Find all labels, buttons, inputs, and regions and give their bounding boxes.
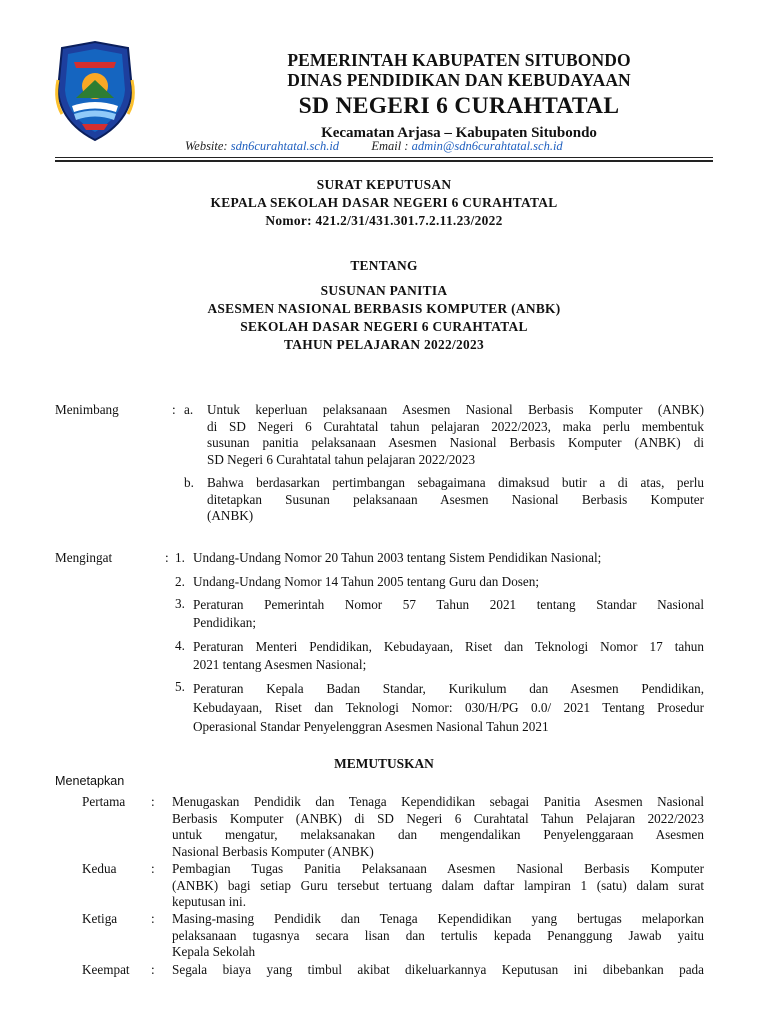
text-line: pelaksanaan tugasnya secara lisan dan tertulis kepada Penanggung Jawab yaitu: [172, 927, 704, 943]
website-label: Website:: [185, 139, 228, 153]
text-line: Operasional Standar Penyelenggran Asesmen Nasional Tahun 2021: [193, 719, 549, 734]
letterhead: [150, 50, 768, 143]
decision-label: Keempat: [82, 962, 130, 977]
mengingat-item: [193, 596, 704, 632]
text-line: Masing-masing Pendidik dan Tenaga Kependidikan yang bertugas melaporkan: [172, 911, 704, 926]
text-line: Berbasis Komputer (ANBK) di SD Negeri 6 Curahtatal Tahun Pelajaran 2022/2023: [172, 810, 704, 826]
memutuskan-heading: MEMUTUSKAN: [334, 756, 434, 771]
mengingat-number: 1.: [175, 550, 185, 565]
department-name: DINAS PENDIDIKAN DAN KEBUDAYAAN: [287, 70, 631, 90]
decree-subject-4: TAHUN PELAJARAN 2022/2023: [284, 337, 484, 352]
contact-line: [185, 139, 563, 154]
mengingat-label: Mengingat: [55, 550, 113, 565]
text-line: (ANBK): [207, 508, 254, 523]
mengingat-item: [193, 550, 704, 567]
mengingat-item: [193, 574, 704, 591]
email-link[interactable]: admin@sdn6curahtatal.sch.id: [411, 139, 563, 153]
text-line: 2021 tentang Asesmen Nasional;: [193, 657, 367, 672]
text-line: susunan panitia pelaksanaan Asesmen Nasional Berbasis Komputer (ANBK) di: [207, 435, 704, 450]
text-line: ditetapkan Susunan pelaksanaan Asesmen Nasional Berbasis Komputer: [207, 491, 704, 507]
menimbang-colon: :: [172, 402, 176, 417]
text-line: Untuk keperluan pelaksanaan Asesmen Nasional Berbasis Komputer (ANBK): [207, 402, 704, 417]
decision-colon: :: [151, 861, 155, 876]
text-line: (ANBK) bagi setiap Guru tersebut tertuang dalam daftar lampiran 1 (satu) dalam surat: [172, 877, 704, 893]
decree-title: [0, 176, 768, 354]
mengingat-colon: :: [165, 550, 169, 565]
text-line: untuk mengatur, melaksanakan dan mengendalikan Penyelenggaraan Asesmen: [172, 827, 704, 842]
decision-colon: :: [151, 962, 155, 977]
decision-label: Ketiga: [82, 911, 118, 926]
menimbang-a-marker: a.: [184, 402, 194, 417]
text-line: Peraturan Kepala Badan Standar, Kurikulum dan Asesmen Pendidikan,: [193, 681, 704, 696]
email-label: Email :: [371, 139, 409, 153]
text-line: Menugaskan Pendidik dan Tenaga Kependidikan sebagai Panitia Asesmen Nasional: [172, 794, 704, 809]
school-district: Kecamatan Arjasa – Kabupaten Situbondo: [321, 125, 597, 141]
text-line: Undang-Undang Nomor 14 Tahun 2005 tentang Guru dan Dosen;: [193, 574, 540, 589]
text-line: Segala biaya yang timbul akibat dikeluarkannya Keputusan ini dibebankan pada: [172, 962, 704, 977]
decision-colon: :: [151, 794, 155, 809]
text-line: Pendidikan;: [193, 615, 257, 630]
mengingat-number: 2.: [175, 574, 185, 589]
menimbang-b-marker: b.: [184, 475, 194, 490]
letterhead-divider-thin: [55, 157, 713, 158]
situbondo-regency-crest-icon: [52, 40, 138, 142]
mengingat-number: 5.: [175, 679, 185, 694]
website-link[interactable]: sdn6curahtatal.sch.id: [230, 139, 340, 153]
mengingat-number: 4.: [175, 638, 185, 653]
mengingat-number: 3.: [175, 596, 185, 611]
mengingat-item: [193, 638, 704, 674]
decree-subject-2: ASESMEN NASIONAL BERBASIS KOMPUTER (ANBK): [207, 301, 561, 316]
decree-subject-1: SUSUNAN PANITIA: [320, 283, 448, 298]
text-line: Pembagian Tugas Panitia Pelaksanaan Asesmen Nasional Berbasis Komputer: [172, 861, 704, 876]
text-line: SD Negeri 6 Curahtatal tahun pelajaran 2022/2023: [207, 451, 476, 467]
decree-number: Nomor: 421.2/31/431.301.7.2.11.23/2022: [265, 213, 503, 228]
government-name: PEMERINTAH KABUPATEN SITUBONDO: [287, 50, 631, 70]
menimbang-label: Menimbang: [55, 402, 119, 417]
text-line: Kebudayaan, Riset dan Teknologi Nomor: 030/H/PG 0.0/ 2021 Tentang Prosedur: [193, 700, 704, 715]
decree-type: SURAT KEPUTUSAN: [316, 177, 452, 192]
menimbang-b-text: [207, 475, 704, 525]
text-line: di SD Negeri 6 Curahtatal tahun pelajaran 2022/2023, maka perlu membentuk: [207, 418, 704, 434]
text-line: Nasional Berbasis Komputer (ANBK): [172, 843, 374, 859]
menetapkan-label: Menetapkan: [55, 774, 125, 788]
text-line: Peraturan Menteri Pendidikan, Kebudayaan, Riset dan Teknologi Nomor 17 tahun: [193, 639, 704, 654]
decree-issuer: KEPALA SEKOLAH DASAR NEGERI 6 CURAHTATAL: [210, 195, 558, 210]
text-line: Peraturan Pemerintah Nomor 57 Tahun 2021 tentang Standar Nasional: [193, 597, 704, 612]
decision-text: [172, 794, 704, 860]
text-line: Bahwa berdasarkan pertimbangan sebagaimana dimaksud butir a di atas, perlu: [207, 475, 704, 490]
letterhead-divider-thick: [55, 160, 713, 162]
school-name: SD NEGERI 6 CURAHTATAL: [298, 93, 620, 119]
text-line: Undang-Undang Nomor 20 Tahun 2003 tentang Sistem Pendidikan Nasional;: [193, 550, 602, 565]
decision-label: Pertama: [82, 794, 126, 809]
decision-colon: :: [151, 911, 155, 926]
text-line: keputusan ini.: [172, 894, 246, 909]
decision-text: [172, 861, 704, 911]
text-line: Kepala Sekolah: [172, 944, 256, 959]
mengingat-item: [193, 679, 704, 736]
decision-text: [172, 911, 704, 961]
decree-subject-3: SEKOLAH DASAR NEGERI 6 CURAHTATAL: [240, 319, 528, 334]
menimbang-a-text: [207, 402, 704, 468]
decision-text: [172, 962, 704, 979]
decision-label: Kedua: [82, 861, 117, 876]
decree-about: TENTANG: [350, 258, 418, 273]
